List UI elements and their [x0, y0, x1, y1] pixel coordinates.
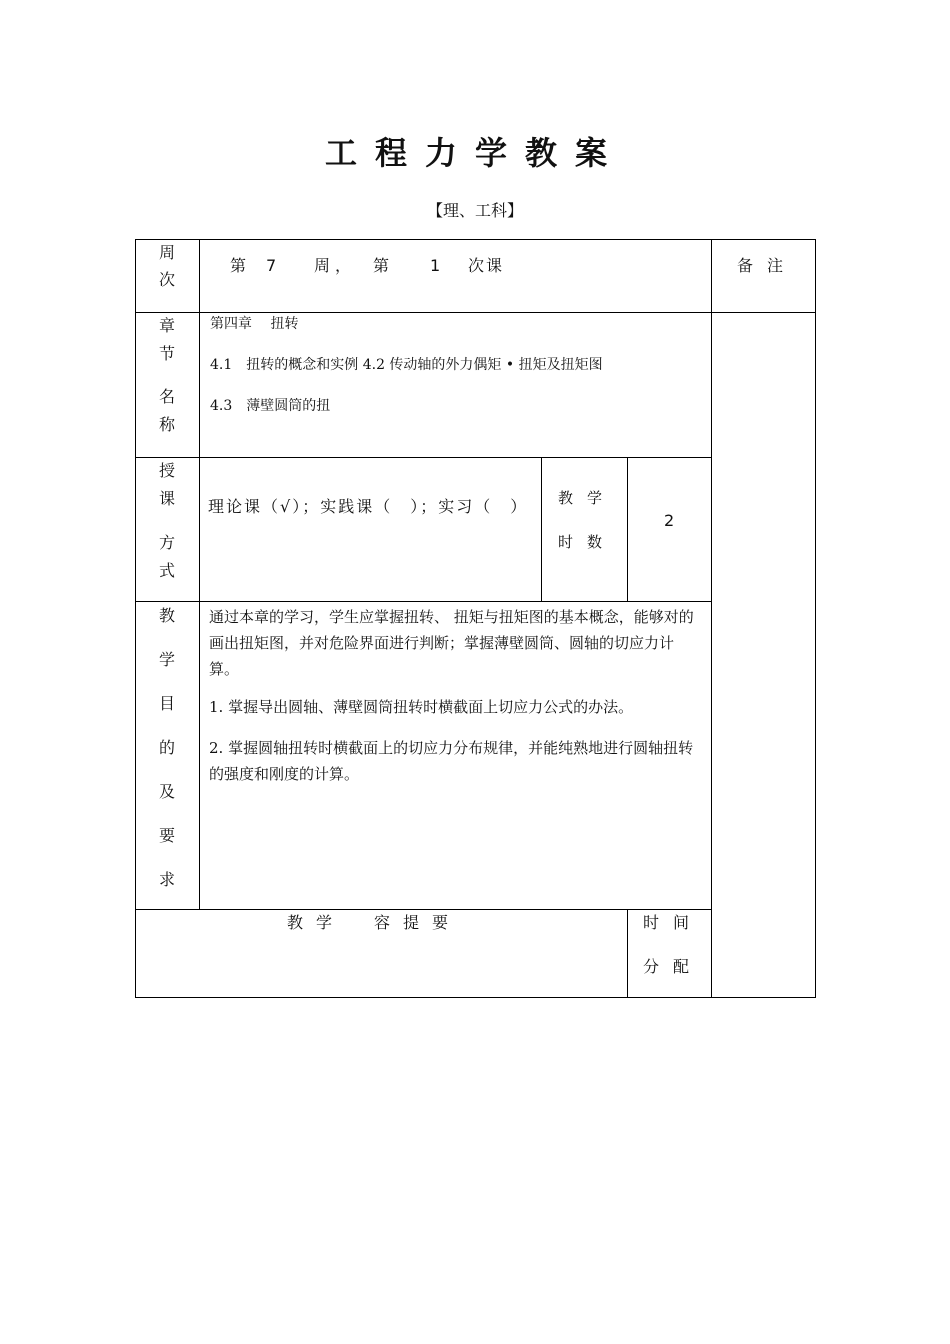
row-divider-method [135, 601, 712, 602]
table-border-top [135, 239, 816, 240]
objectives-label-char: 要 [159, 826, 176, 845]
content-summary-label: 教学 容提要 [287, 913, 462, 932]
remarks-column-divider [711, 239, 712, 998]
objectives-label-char: 学 [159, 650, 176, 669]
chapter-label-char: 称 [159, 415, 176, 434]
lesson-number: 1 [430, 256, 441, 275]
objectives-label-char: 求 [159, 870, 176, 889]
objectives-label-char: 及 [159, 782, 176, 801]
method-label-char: 式 [159, 561, 176, 580]
objectives-item-1: 1. 掌握导出圆轴、薄壁圆筒扭转时横截面上切应力公式的办法。 [209, 698, 634, 716]
document-subtitle: 【理、工科】 [426, 201, 523, 220]
table-border-left [135, 239, 136, 998]
chapter-sections-line-2: 4.3 薄壁圆筒的扭 [210, 398, 331, 414]
row-divider-objectives [135, 909, 712, 910]
time-divider [627, 909, 628, 998]
hours-label-1: 教学 [558, 489, 617, 507]
remarks-label: 备注 [737, 256, 798, 275]
week-number: 7 [266, 256, 277, 275]
week-suffix: 周， [314, 256, 357, 275]
objectives-label-char: 目 [159, 694, 176, 713]
method-divider [541, 457, 542, 602]
week-label-1: 周 [159, 243, 176, 262]
chapter-label-char: 节 [159, 344, 176, 363]
hours-divider [627, 457, 628, 602]
lesson-prefix: 第 [373, 256, 390, 275]
row-divider-chapter [135, 457, 712, 458]
lesson-suffix: 次课 [468, 256, 505, 275]
week-label-2: 次 [159, 270, 176, 289]
table-border-right [815, 239, 816, 998]
objectives-label-char: 教 [159, 606, 176, 625]
objectives-item-2: 2. 掌握圆轴扭转时横截面上的切应力分布规律，并能纯熟地进行圆轴扭转的强度和刚度的计算。 [209, 739, 694, 783]
chapter-label-char: 名 [159, 387, 176, 406]
time-label-1: 时间 [643, 913, 704, 932]
document-title: 工程力学教案 [324, 134, 625, 172]
week-prefix: 第 [230, 256, 247, 275]
chapter-label-char: 章 [159, 316, 176, 335]
method-label-char: 课 [159, 489, 176, 508]
objectives-paragraph: 通过本章的学习，学生应掌握扭转、 扭矩与扭矩图的基本概念，能够对的画出扭矩图，并对危险界面进行判断；掌握薄壁圆筒、圆轴的切应力计算。 [209, 608, 694, 678]
method-label-char: 方 [159, 533, 176, 552]
chapter-sections-line-1: 4.1 扭转的概念和实例 4.2 传动轴的外力偶矩 • 扭矩及扭矩图 [210, 357, 603, 373]
objectives-label-char: 的 [159, 738, 176, 757]
teaching-method-text: 理论课（√）；实践课（ ）；实习（ ） [208, 497, 529, 516]
method-label-char: 授 [159, 461, 176, 480]
row-divider-week [135, 312, 816, 313]
chapter-title: 第四章 扭转 [210, 316, 299, 332]
time-label-2: 分配 [643, 957, 704, 976]
label-column-divider [199, 239, 200, 910]
hours-label-2: 时数 [558, 533, 617, 551]
hours-value: 2 [664, 511, 675, 530]
table-border-bottom [135, 997, 816, 998]
